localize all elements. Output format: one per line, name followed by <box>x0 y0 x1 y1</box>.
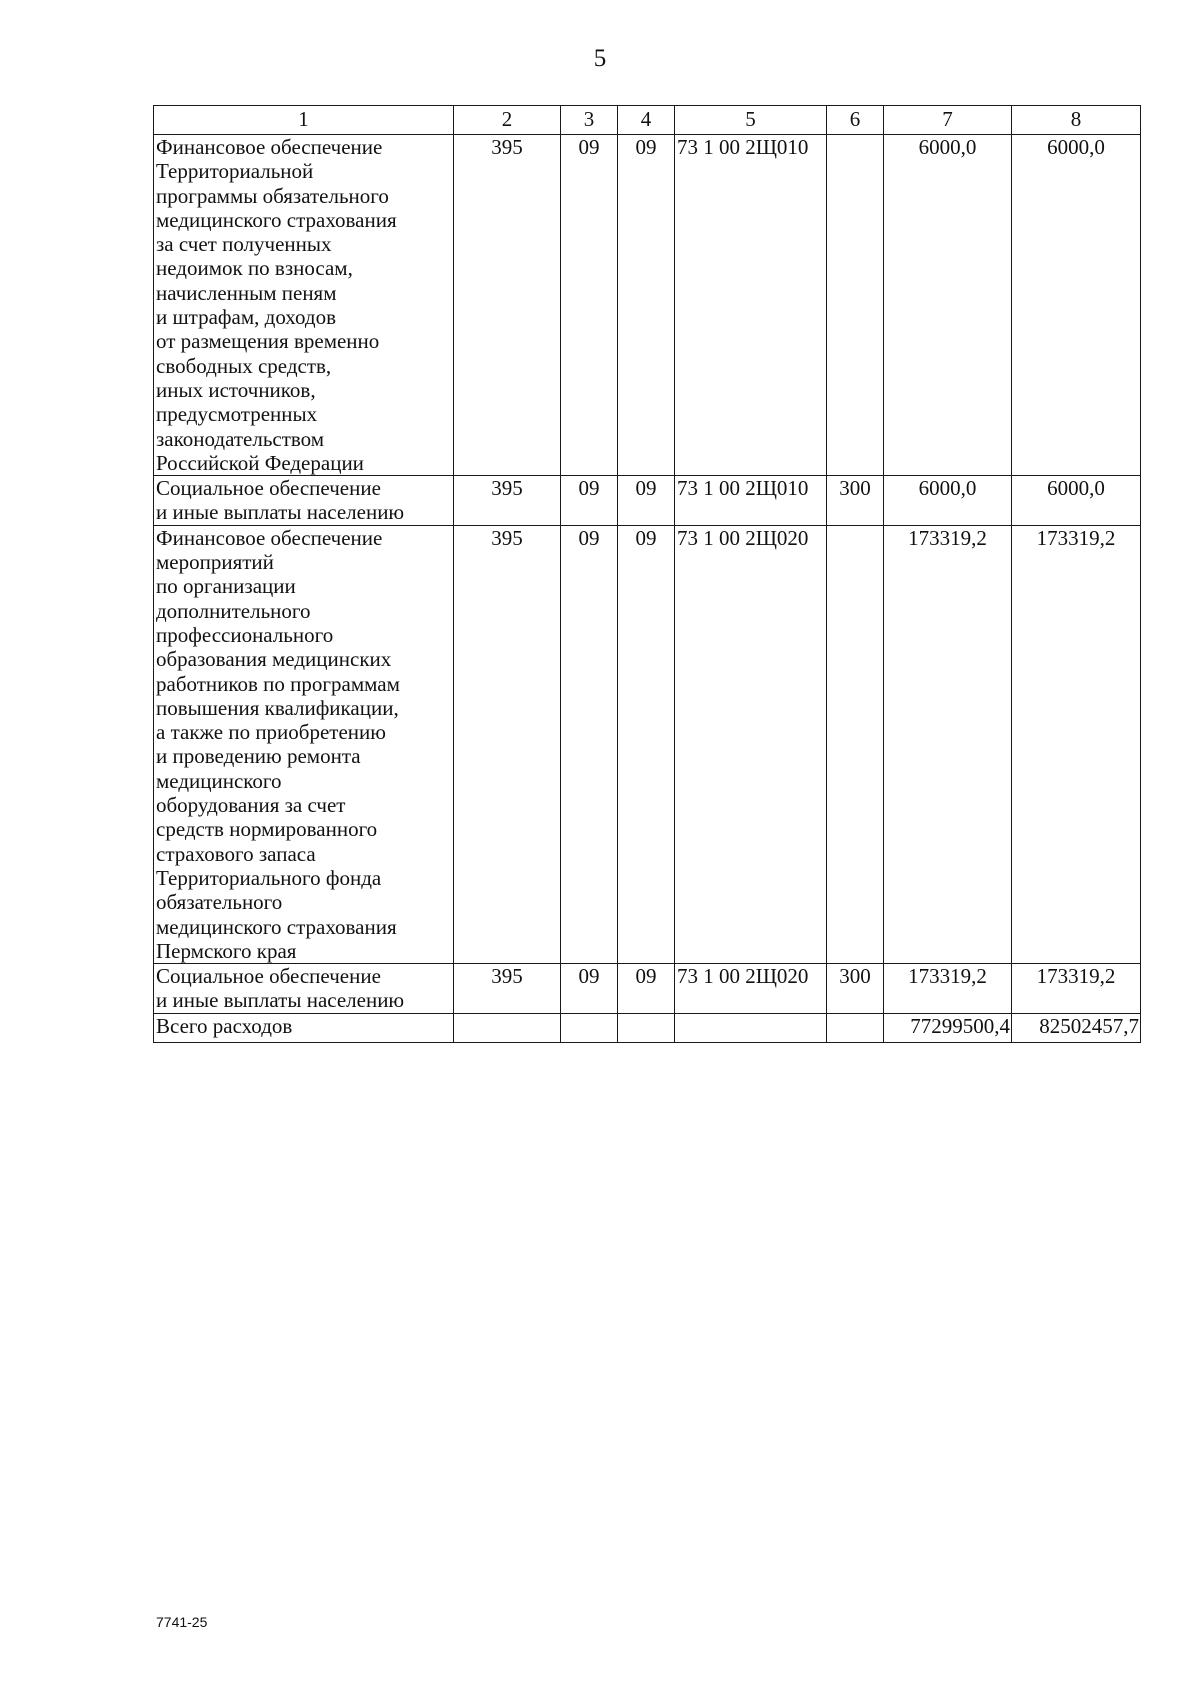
row-name-line: медицинского страхования <box>156 914 397 939</box>
section-code-cell: 09 <box>561 135 618 476</box>
amount-col8-cell: 173319,2 <box>1012 964 1141 1014</box>
admin-code-cell: 395 <box>454 525 561 963</box>
total-col7-value: 77299500,4 <box>884 1013 1012 1042</box>
row-name-line: медицинского <box>156 768 282 793</box>
empty-cell <box>827 1013 884 1042</box>
total-col8-value: 82502457,7 <box>1012 1013 1141 1042</box>
column-header: 4 <box>618 106 675 135</box>
row-name-line: и иные выплаты населению <box>156 988 405 1013</box>
empty-cell <box>675 1013 827 1042</box>
section-code-cell: 09 <box>561 964 618 1014</box>
table-header-row <box>154 106 1141 135</box>
row-name-line: и иные выплаты населению <box>156 500 405 525</box>
amount-col8-cell: 173319,2 <box>1012 525 1141 963</box>
total-label: Всего расходов <box>154 1013 454 1042</box>
expense-type-cell <box>827 525 884 963</box>
table-row <box>154 525 1141 963</box>
expense-type-cell: 300 <box>827 964 884 1014</box>
table-row <box>154 135 1141 476</box>
row-name-line: и штрафам, доходов <box>156 305 336 330</box>
row-name-line: Российской Федерации <box>156 450 364 475</box>
row-name-line: Пермского края <box>156 938 297 963</box>
admin-code-cell: 395 <box>454 476 561 526</box>
row-name-line: законодательством <box>156 426 325 451</box>
table-row <box>154 476 1141 526</box>
row-name-cell <box>154 525 454 963</box>
row-name-line: мероприятий <box>156 550 274 575</box>
section-code-cell: 09 <box>561 525 618 963</box>
subsection-code-cell: 09 <box>618 964 675 1014</box>
budget-table <box>153 105 1141 1043</box>
row-name-line: за счет полученных <box>156 232 332 257</box>
subsection-code-cell: 09 <box>618 135 675 476</box>
table-row <box>154 964 1141 1014</box>
empty-cell <box>561 1013 618 1042</box>
row-name-line: недоимок по взносам, <box>156 256 353 281</box>
row-name-line: по организации <box>156 574 296 599</box>
column-header: 8 <box>1012 106 1141 135</box>
section-code-cell: 09 <box>561 476 618 526</box>
row-name-line: оборудования за счет <box>156 793 346 818</box>
row-name-line: от размещения временно <box>156 329 380 354</box>
row-name-cell <box>154 476 454 526</box>
row-name-cell <box>154 135 454 476</box>
subsection-code-cell: 09 <box>618 525 675 963</box>
target-code-cell: 73 1 00 2Щ020 <box>675 964 827 1014</box>
expense-type-cell <box>827 135 884 476</box>
amount-col7-cell: 6000,0 <box>884 135 1012 476</box>
row-name-line: обязательного <box>156 890 283 915</box>
row-name-line: начисленным пеням <box>156 280 337 305</box>
row-name-line: Финансовое обеспечение <box>156 135 383 159</box>
row-name-line: Территориальной <box>156 159 314 184</box>
row-name-line: Финансовое обеспечение <box>156 525 383 550</box>
row-name-line: Социальное обеспечение <box>156 476 381 501</box>
row-name-line: образования медицинских <box>156 647 392 672</box>
row-name-line: страхового запаса <box>156 841 316 866</box>
column-header: 3 <box>561 106 618 135</box>
amount-col7-cell: 6000,0 <box>884 476 1012 526</box>
row-name-line: дополнительного <box>156 598 311 623</box>
target-code-cell: 73 1 00 2Щ010 <box>675 476 827 526</box>
amount-col7-cell: 173319,2 <box>884 525 1012 963</box>
row-name-line: и проведению ремонта <box>156 744 361 769</box>
admin-code-cell: 395 <box>454 135 561 476</box>
column-header: 2 <box>454 106 561 135</box>
total-row <box>154 1013 1141 1042</box>
row-name-line: свободных средств, <box>156 353 332 378</box>
row-name-line: программы обязательного <box>156 183 389 208</box>
row-name-line: а также по приобретению <box>156 720 386 745</box>
document-code: 7741-25 <box>156 1614 208 1630</box>
row-name-line: иных источников, <box>156 377 316 402</box>
row-name-line: Социальное обеспечение <box>156 964 381 989</box>
expense-type-cell: 300 <box>827 476 884 526</box>
admin-code-cell: 395 <box>454 964 561 1014</box>
column-header: 1 <box>154 106 454 135</box>
row-name-line: медицинского страхования <box>156 207 397 232</box>
column-header: 7 <box>884 106 1012 135</box>
amount-col8-cell: 6000,0 <box>1012 135 1141 476</box>
empty-cell <box>618 1013 675 1042</box>
target-code-cell: 73 1 00 2Щ010 <box>675 135 827 476</box>
row-name-line: профессионального <box>156 622 334 647</box>
amount-col8-cell: 6000,0 <box>1012 476 1141 526</box>
empty-cell <box>454 1013 561 1042</box>
row-name-cell <box>154 964 454 1014</box>
target-code-cell: 73 1 00 2Щ020 <box>675 525 827 963</box>
row-name-line: средств нормированного <box>156 817 378 842</box>
row-name-line: повышения квалификации, <box>156 695 399 720</box>
page-number: 5 <box>593 45 607 72</box>
row-name-line: предусмотренных <box>156 402 318 427</box>
row-name-line: Территориального фонда <box>156 865 382 890</box>
amount-col7-cell: 173319,2 <box>884 964 1012 1014</box>
subsection-code-cell: 09 <box>618 476 675 526</box>
column-header: 6 <box>827 106 884 135</box>
column-header: 5 <box>675 106 827 135</box>
row-name-line: работников по программам <box>156 671 400 696</box>
